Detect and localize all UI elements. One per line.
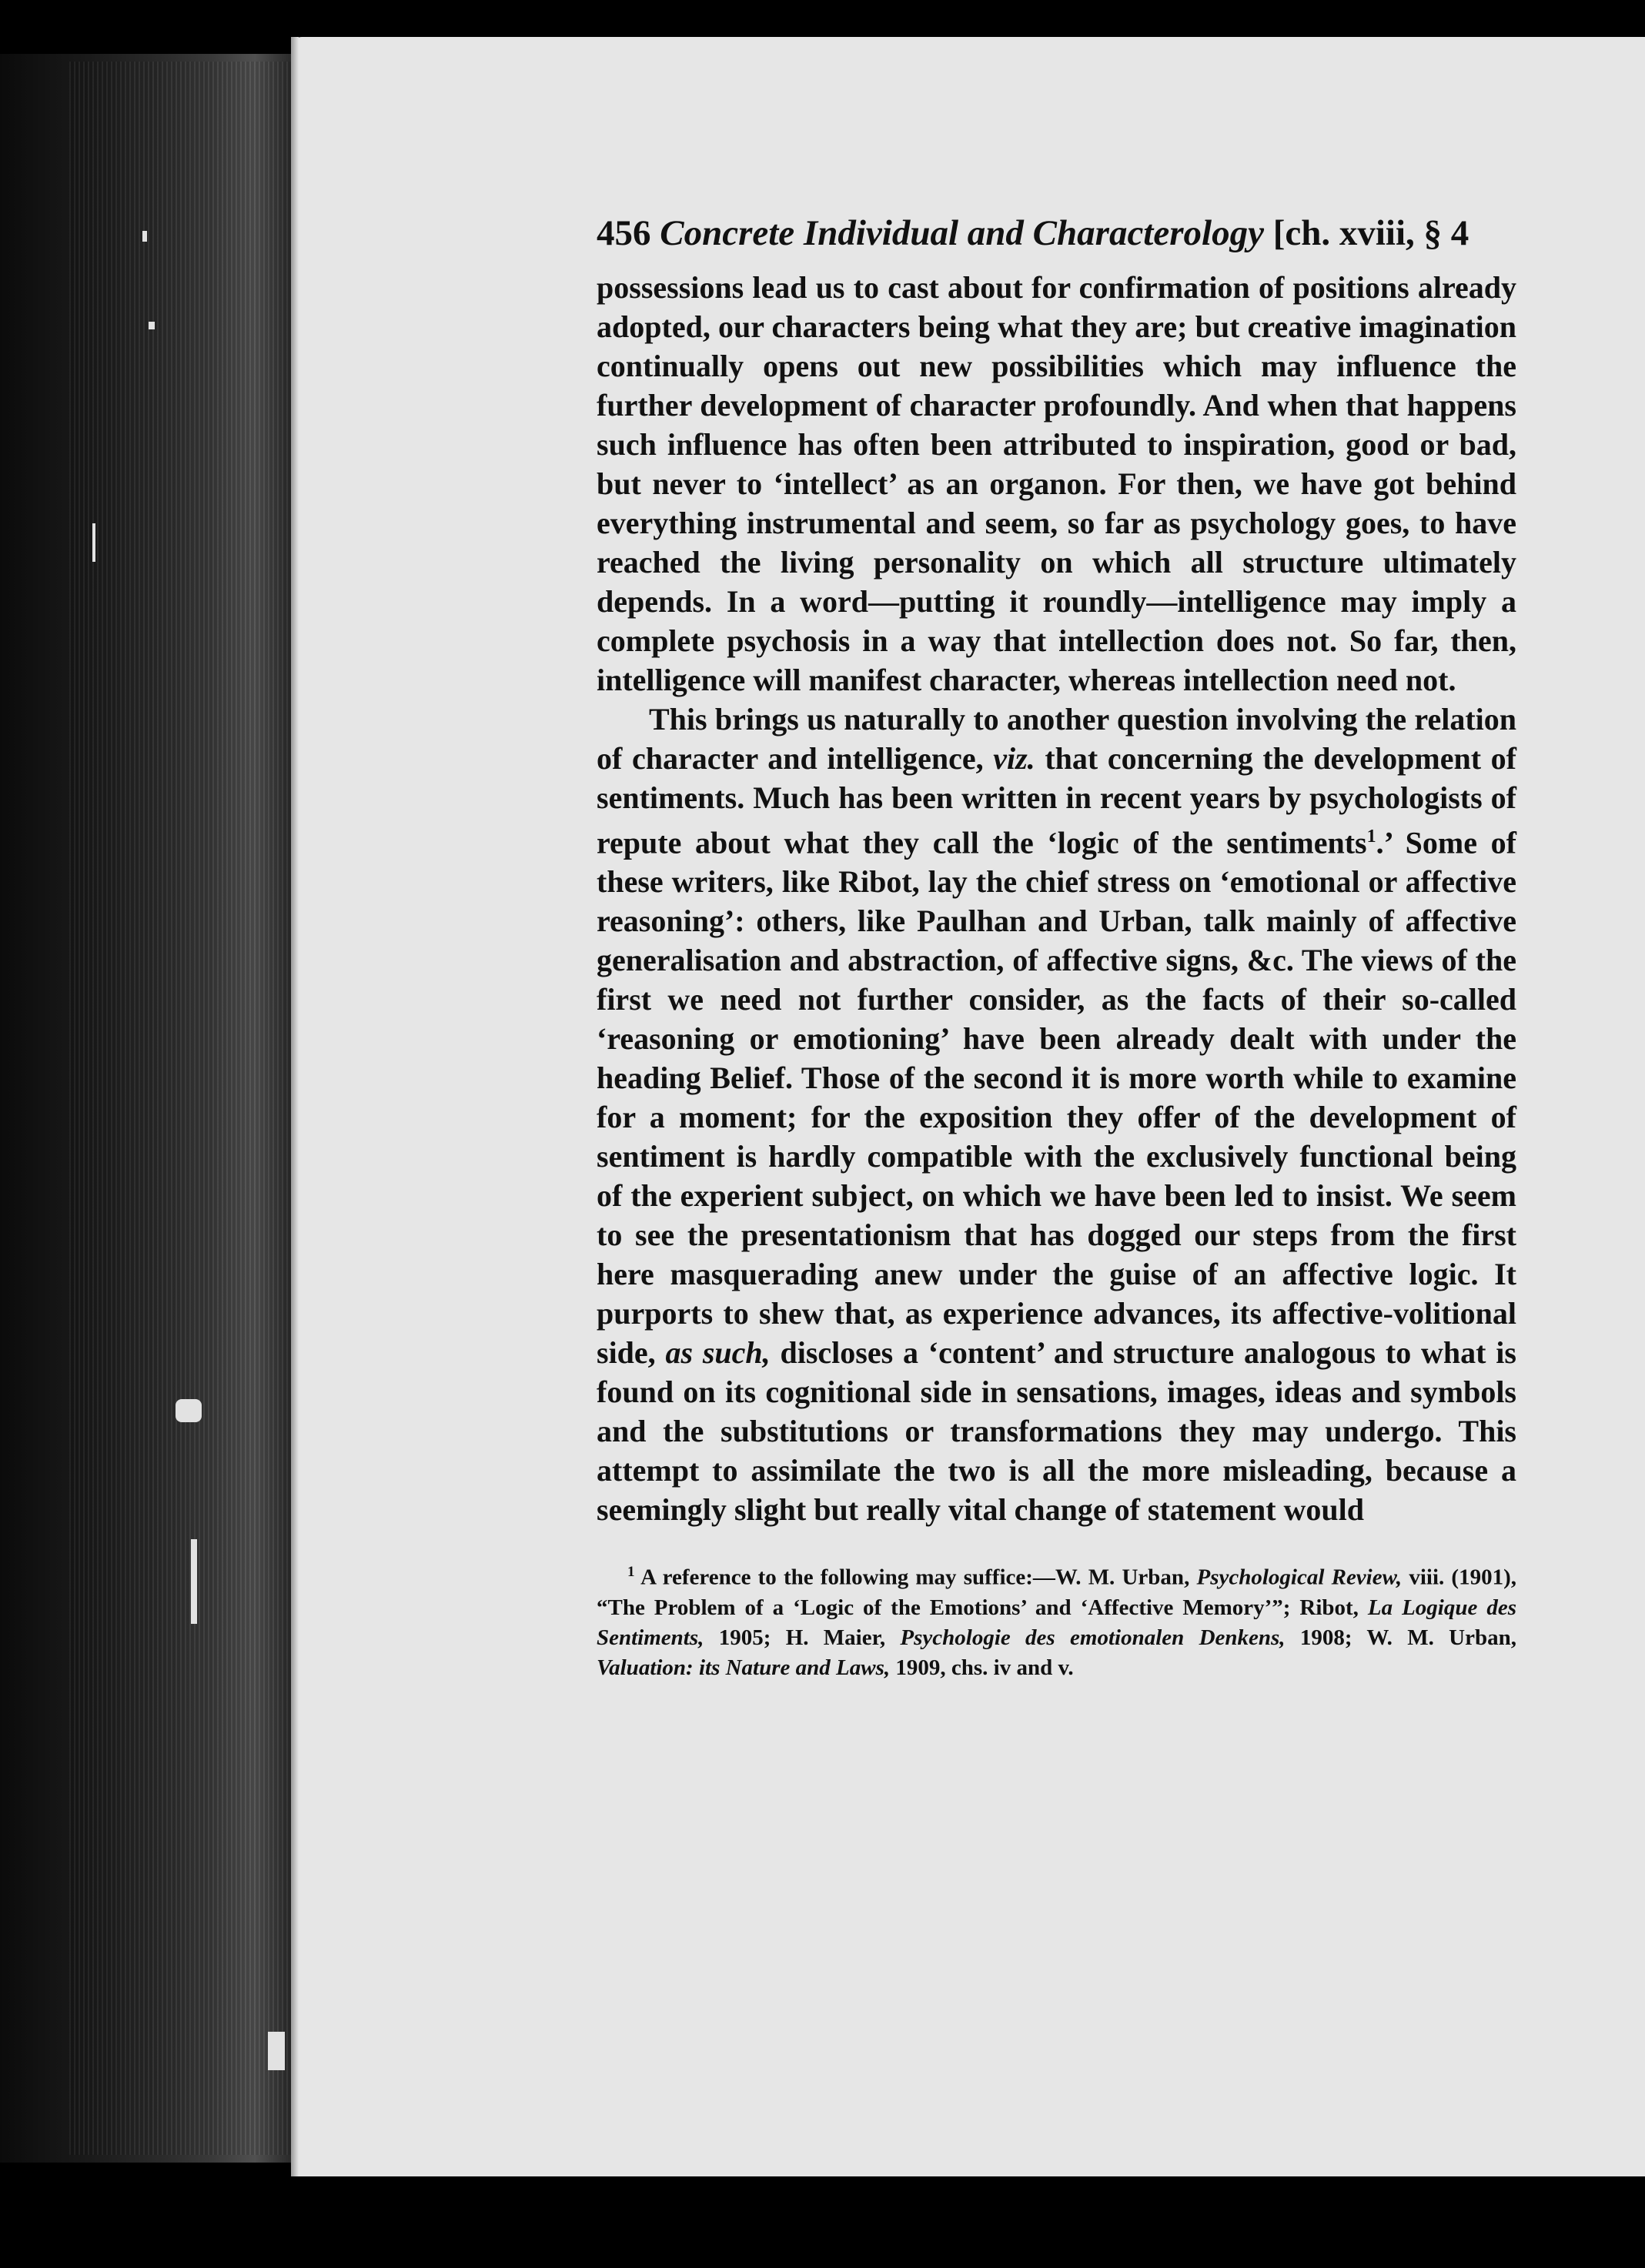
p2-text-b: that concerning the development of sentiments. Much has been written in recent years by psychologists of repute about what they call the ‘logic of the sentiments [597, 741, 1516, 860]
footnote-ref: 1 [1366, 827, 1376, 847]
paragraph-2 [597, 700, 1516, 1529]
running-head [597, 206, 1516, 260]
fn-text-3: 1905; H. Maier, [704, 1625, 901, 1650]
p2-viz: viz. [993, 741, 1035, 776]
fn-italic-2: La Logique des Sentiments, [597, 1595, 1516, 1650]
spine-speck [191, 1539, 197, 1624]
fn-text-4: 1908; W. M. Urban, [1285, 1625, 1516, 1650]
fn-italic-4: Valuation: its Nature and Laws, [597, 1655, 891, 1680]
fn-italic-3: Psychologie des emotionalen Denkens, [900, 1625, 1286, 1650]
spine-speck [176, 1399, 202, 1422]
page-text [597, 206, 1516, 1683]
spine-speck [268, 2032, 285, 2070]
p2-text-a: This brings us naturally to another question involving the relation of character and intelligence, [597, 702, 1516, 776]
fn-text-1: A reference to the following may suffice:—W. M. Urban, [634, 1565, 1197, 1590]
page-number: 456 [597, 213, 651, 253]
footnote-marker: 1 [627, 1564, 635, 1581]
spine-speck [149, 322, 155, 329]
footnote-1 [597, 1557, 1516, 1683]
spine-speck [92, 523, 95, 562]
p2-text-d: discloses a ‘content’ and structure analogous to what is found on its cognitional side in sensations, images, ideas and symbols and the substitutions or transformations they may undergo. This attempt to assimilate the two is all the more misleading, because a seemingly slight but really vital change of statement would [597, 1335, 1516, 1528]
paragraph-1: possessions lead us to cast about for confirmation of positions already adopted, our characters being what they are; but creative imagination continually opens out new possibilities which may influence the further development of character profoundly. And when that happens such influence has often been attributed to inspiration, good or bad, but never to ‘intellect’ as an organon. For then, we have got behind everything instrumental and seem, so far as psychology goes, to have reached the living personality on which all structure ultimately depends. In a word—putting it roundly—intelligence may imply a complete psychosis in a way that intellection does not. So far, then, intelligence will manifest character, whereas intellection need not. [597, 270, 1516, 697]
running-title: Concrete Individual and Characterology [660, 213, 1264, 253]
footnotes [597, 1557, 1516, 1683]
spine-speck [142, 231, 147, 242]
fn-text-5: 1909, chs. iv and v. [890, 1655, 1074, 1680]
spine-texture [69, 62, 293, 2155]
chapter-section: [ch. xviii, § 4 [1272, 213, 1469, 253]
page-edge-shadow [291, 37, 299, 2176]
p2-as-such: as such, [665, 1335, 771, 1371]
fn-italic-1: Psychological Review, [1196, 1565, 1403, 1590]
p2-text-c: .’ Some of these writers, like Ribot, lay the chief stress on ‘emotional or affective reasoning’: others, like Paulhan and Urban, talk mainly of affective generalisation and abstraction, of affective signs, &c. The views of the first we need not further consider, as the facts of their so-called ‘reasoning or emotioning’ have been already dealt with under the heading Belief. Those of the second it is more worth while to examine for a moment; for the exposition they offer of the development of sentiment is hardly compatible with the exclusively functional being of the experient subject, on which we have been led to insist. We seem to see the presentationism that has dogged our steps from the first here masquerading anew under the guise of an affective logic. It purports to shew that, as experience advances, its affective-volitional side, [597, 825, 1517, 1371]
fn-text-2: viii. (1901), “The Problem of a ‘Logic of the Emotions’ and ‘Affective Memory’”; Ribot, [597, 1565, 1516, 1620]
